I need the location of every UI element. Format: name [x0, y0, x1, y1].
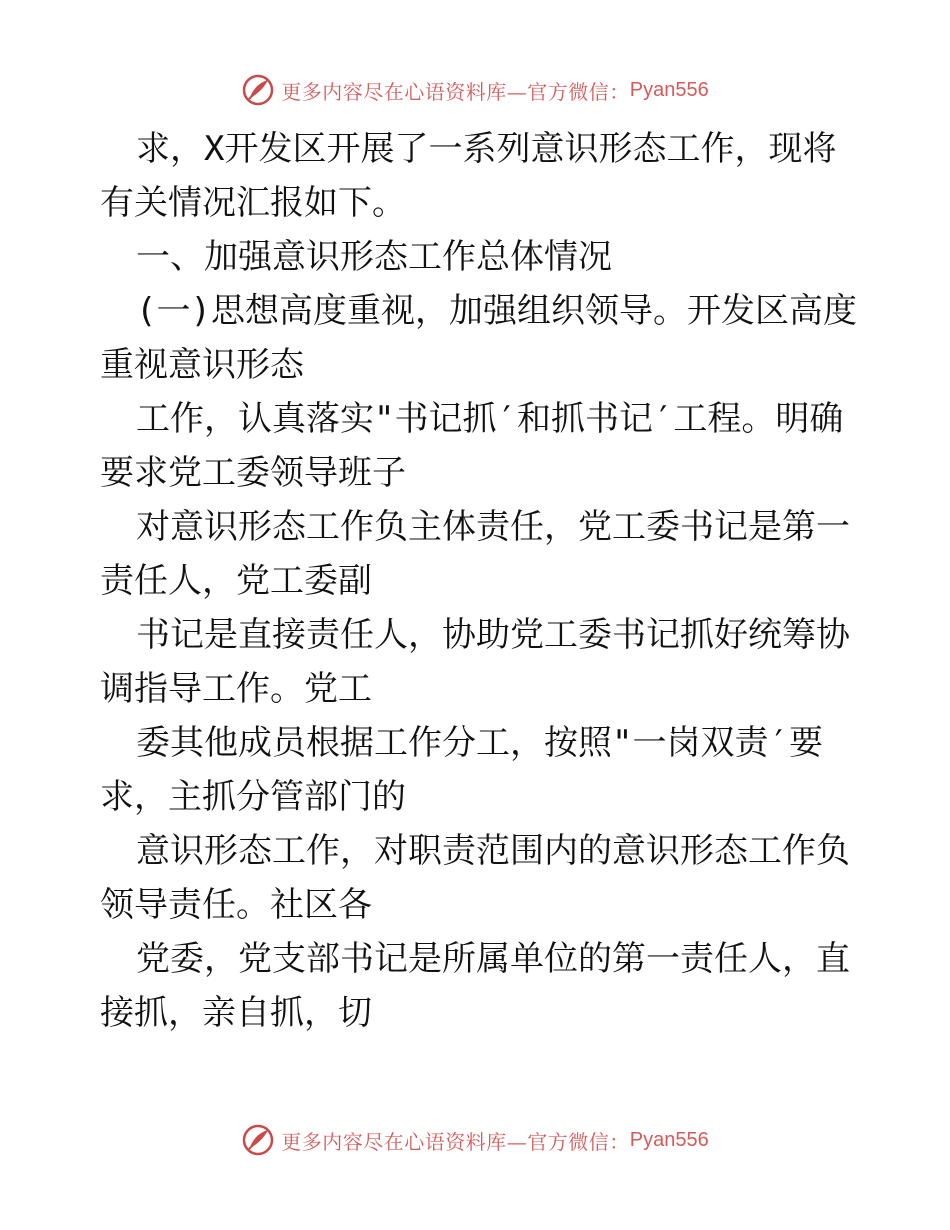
- paragraph: 对意识形态工作负主体责任，党工委书记是第一责任人，党工委副: [100, 507, 850, 601]
- paragraph: 党委，党支部书记是所属单位的第一责任人，直接抓，亲自抓，切: [100, 939, 850, 1033]
- footer-banner-text: 更多内容尽在心语资料库—官方微信：: [281, 1129, 630, 1154]
- paragraph: (一)思想高度重视，加强组织领导。开发区高度重视意识形态: [100, 291, 857, 385]
- feather-pen-logo-icon: [241, 73, 275, 107]
- paragraph: 书记是直接责任人，协助党工委书记抓好统筹协调指导工作。党工: [100, 615, 850, 709]
- footer-banner: [0, 1120, 950, 1160]
- paragraph: 委其他成员根据工作分工，按照"一岗双责′要求，主抓分管部门的: [100, 723, 823, 817]
- header-banner: [0, 70, 950, 110]
- section-heading: 一、加强意识形态工作总体情况: [136, 237, 612, 277]
- feather-pen-logo-icon: [241, 1123, 275, 1157]
- paragraph: 工作，认真落实"书记抓′和抓书记′工程。明确要求党工委领导班子: [100, 399, 844, 493]
- document-body: [100, 122, 860, 1040]
- header-banner-text: 更多内容尽在心语资料库—官方微信：: [281, 79, 630, 104]
- paragraph: 求，X开发区开展了一系列意识形态工作，现将有关情况汇报如下。: [100, 129, 837, 223]
- paragraph: 意识形态工作，对职责范围内的意识形态工作负领导责任。社区各: [100, 831, 850, 925]
- footer-banner-account: Pyan556: [629, 1128, 709, 1151]
- header-banner-account: Pyan556: [629, 78, 709, 101]
